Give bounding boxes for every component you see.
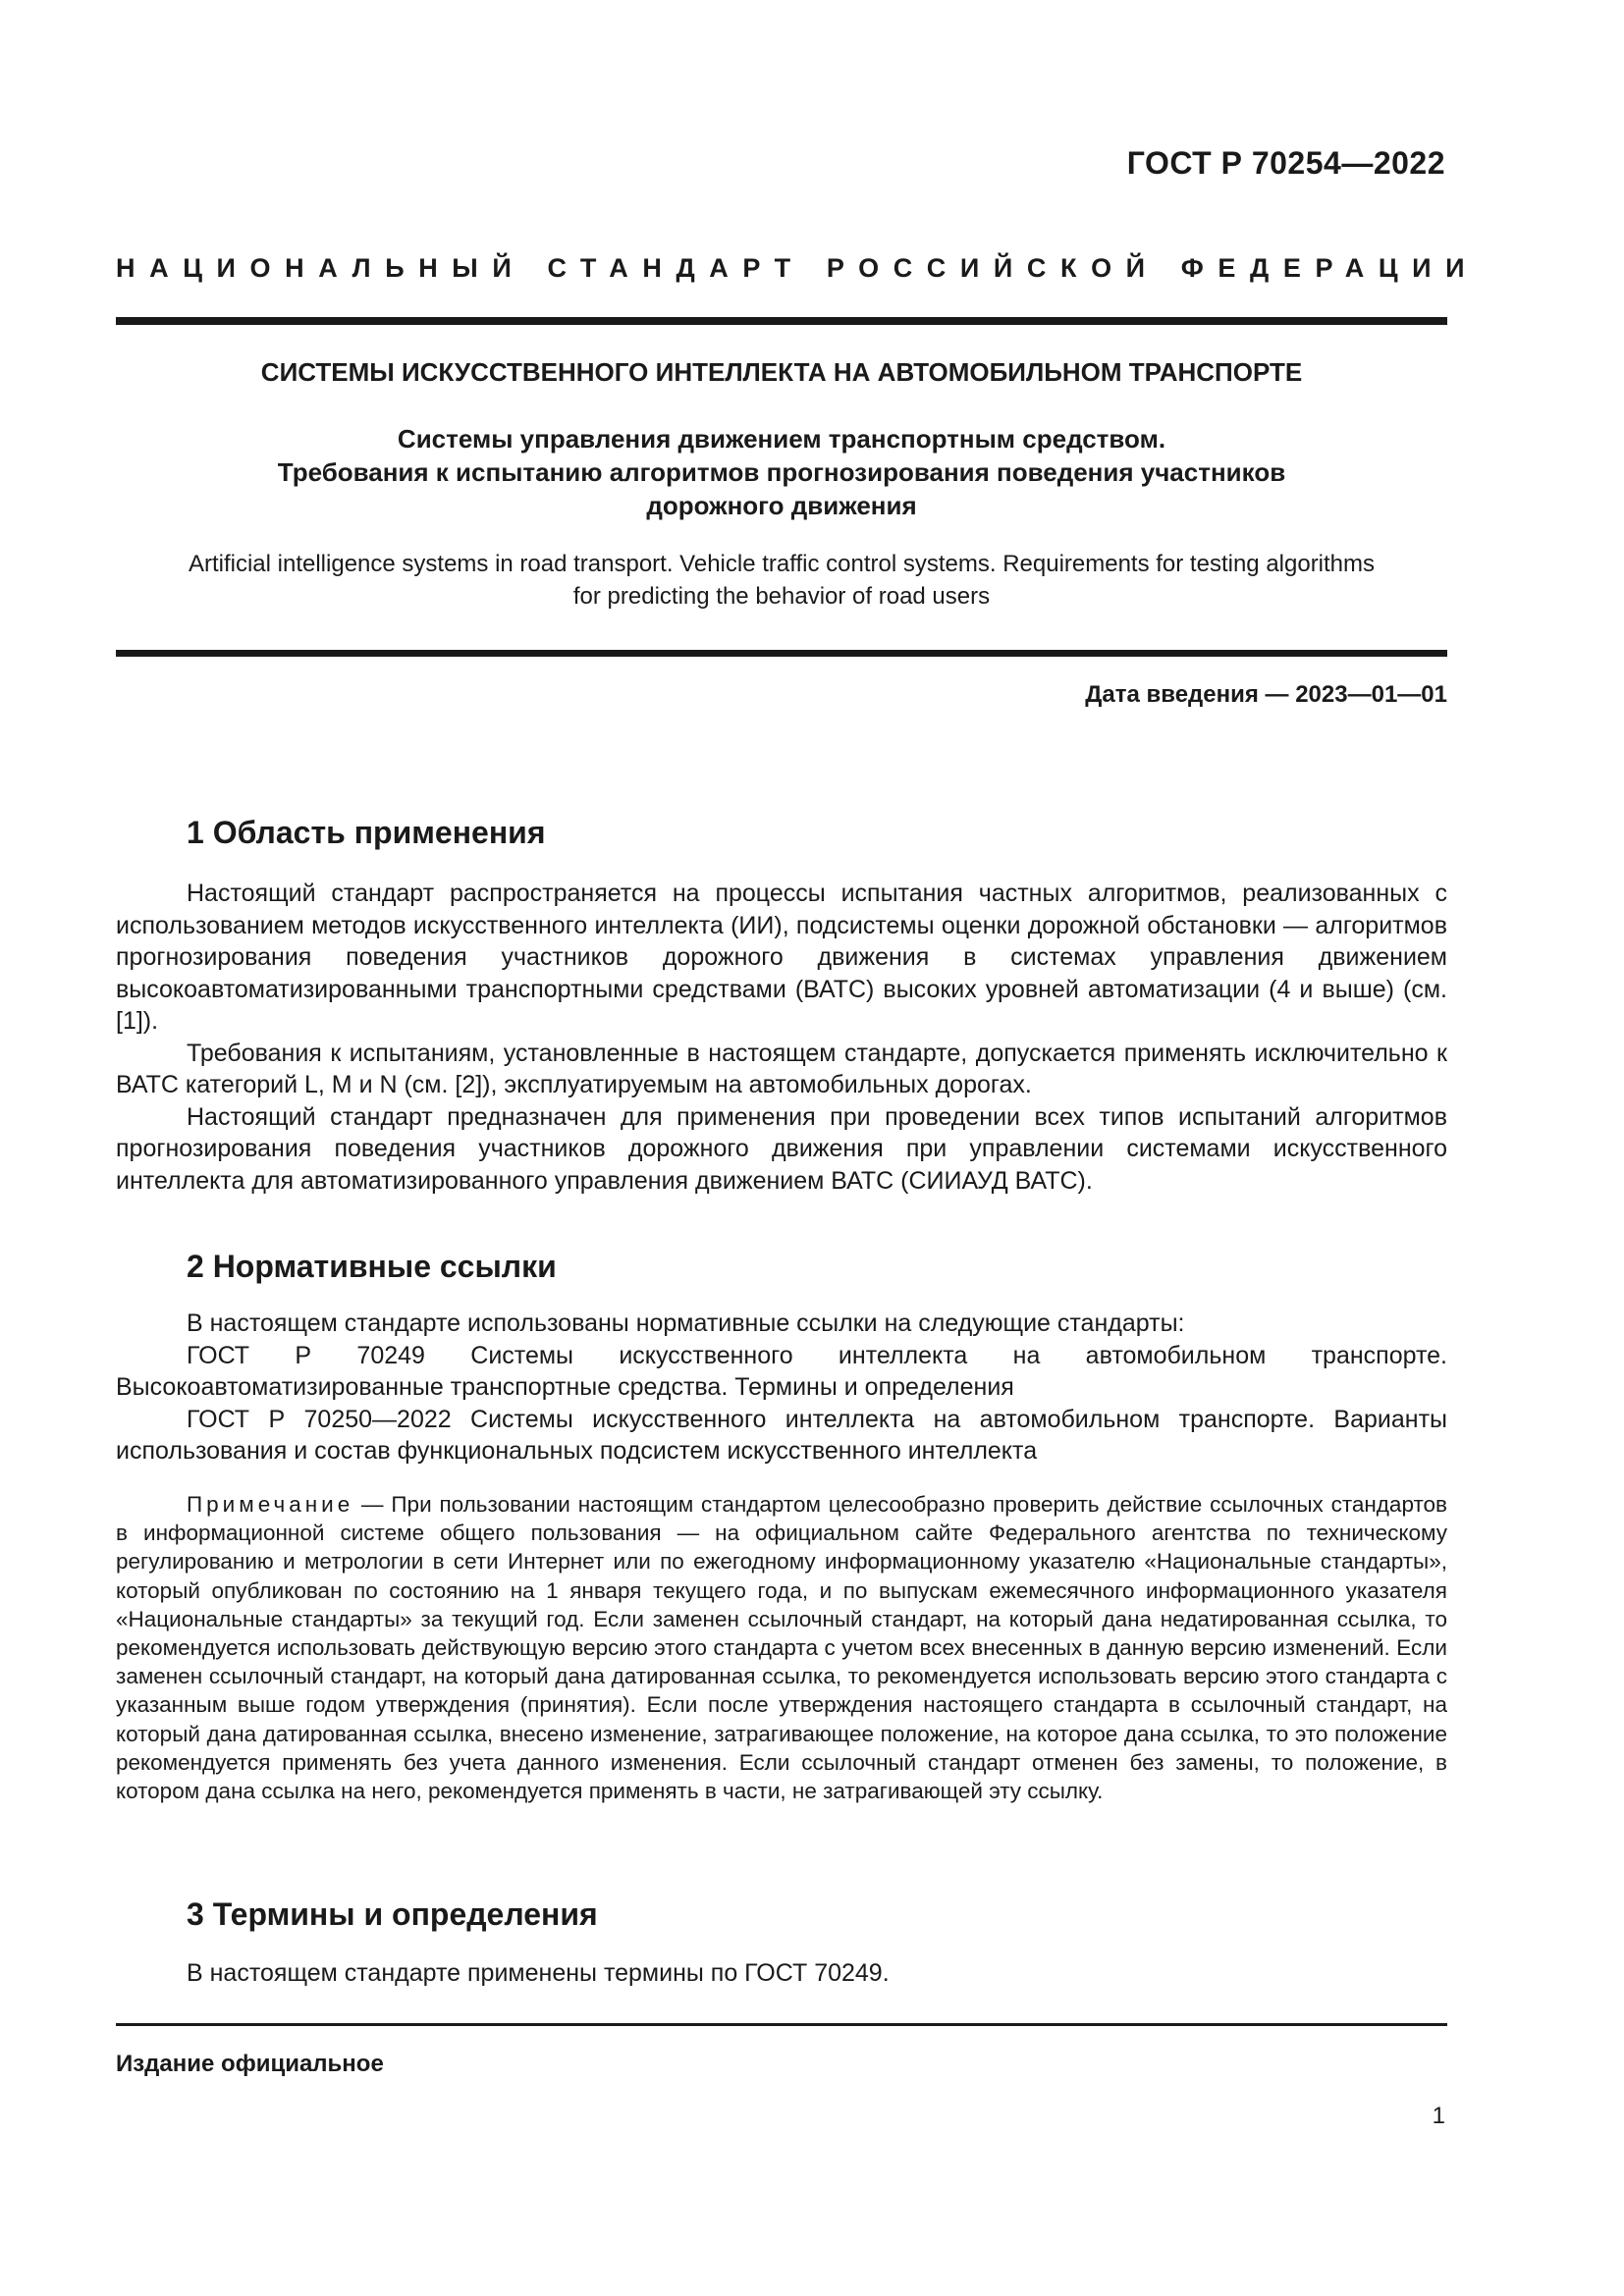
subtitle	[116, 422, 1447, 522]
paragraph: Настоящий стандарт распространяется на процессы испытания частных алгоритмов, реализованных с использованием методов искусственного интеллекта (ИИ), подсистемы оценки дорожной обстановки — алгоритмов прогнозирования поведения участников дорожного движения в системах управления движением высокоавтоматизированными транспортными средствами (ВАТС) высоких уровней автоматизации (4 и выше) (см. [1]).	[116, 880, 1447, 1035]
paragraph: Требования к испытаниям, установленные в настоящем стандарте, допускается применять исключительно к ВАТС категорий L, M и N (см. [2]), эксплуатируемым на автомобильных дорогах.	[116, 1039, 1447, 1098]
note-text: — При пользовании настоящим стандартом целесообразно проверить действие ссылочных стандартов в информационной системе общего пользования — на официальном сайте Федерального агентства по техническому регулированию и метрологии в сети Интернет или по ежегодному информационному указателю «Национальные стандарты», который опубликован по состоянию на 1 января текущего года, и по выпускам ежемесячного информационного указателя «Национальные стандарты» за текущий год. Если заменен ссылочный стандарт, на который дана недатированная ссылка, то рекомендуется использовать действующую версию этого стандарта с учетом всех внесенных в данную версию изменений. Если заменен ссылочный стандарт, на который дана датированная ссылка, то рекомендуется использовать версию этого стандарта с указанным выше годом утверждения (принятия). Если после утверждения настоящего стандарта в ссылочный стандарт, на который дана датированная ссылка, внесено изменение, затрагивающее положение, на которое дана ссылка, то это положение рекомендуется применять без учета данного изменения. Если ссылочный стандарт отменен без замены, то положение, в котором дана ссылка на него, рекомендуется применять в части, не затрагивающей эту ссылку.	[116, 1492, 1447, 1804]
english-title-line: Artificial intelligence systems in road transport. Vehicle traffic control systems. Requirements for testing algorithms	[188, 551, 1376, 577]
note-block	[116, 1490, 1447, 1805]
section-body-terms	[116, 1957, 1447, 1990]
english-title-line: for predicting the behavior of road users	[572, 583, 991, 610]
footer-divider	[116, 2023, 1447, 2026]
english-title	[116, 548, 1447, 613]
subtitle-line: дорожного движения	[646, 491, 917, 520]
document-number: ГОСТ Р 70254—2022	[1126, 145, 1445, 181]
top-divider	[116, 317, 1447, 325]
paragraph: В настоящем стандарте применены термины по ГОСТ 70249.	[187, 1959, 890, 1987]
standard-type-banner: НАЦИОНАЛЬНЫЙ СТАНДАРТ РОССИЙСКОЙ ФЕДЕРАЦИИ	[116, 253, 1480, 283]
section-heading-scope: 1 Область применения	[187, 815, 546, 850]
introduction-date: Дата введения — 2023—01—01	[1085, 681, 1447, 708]
note-paragraph	[116, 1490, 1447, 1805]
subtitle-line: Требования к испытанию алгоритмов прогнозирования поведения участников	[277, 457, 1286, 487]
paragraph: ГОСТ Р 70250—2022 Системы искусственного интеллекта на автомобильном транспорте. Варианты использования и состав функциональных подсистем искусственного интеллекта	[116, 1405, 1447, 1465]
main-title: СИСТЕМЫ ИСКУССТВЕННОГО ИНТЕЛЛЕКТА НА АВТОМОБИЛЬНОМ ТРАНСПОРТЕ	[260, 357, 1303, 387]
paragraph: В настоящем стандарте использованы нормативные ссылки на следующие стандарты:	[187, 1309, 1185, 1337]
subtitle-line: Системы управления движением транспортным средством.	[397, 424, 1166, 454]
title-divider	[116, 650, 1447, 657]
edition-label: Издание официальное	[116, 2051, 384, 2077]
section-heading-normative-references: 2 Нормативные ссылки	[187, 1249, 557, 1284]
section-body-normative-references	[116, 1308, 1447, 1468]
note-label: Примечание	[187, 1492, 354, 1517]
paragraph: ГОСТ Р 70249 Системы искусственного интеллекта на автомобильном транспорте. Высокоавтоматизированные транспортные средства. Термины и определения	[116, 1341, 1447, 1401]
page-number: 1	[1432, 2103, 1445, 2129]
section-heading-terms: 3 Термины и определения	[187, 1896, 598, 1932]
paragraph: Настоящий стандарт предназначен для применения при проведении всех типов испытаний алгоритмов прогнозирования поведения участников дорожного движения при управлении системами искусственного интеллекта для автоматизированного управления движением ВАТС (СИИАУД ВАТС).	[116, 1102, 1447, 1195]
section-body-scope	[116, 878, 1447, 1197]
